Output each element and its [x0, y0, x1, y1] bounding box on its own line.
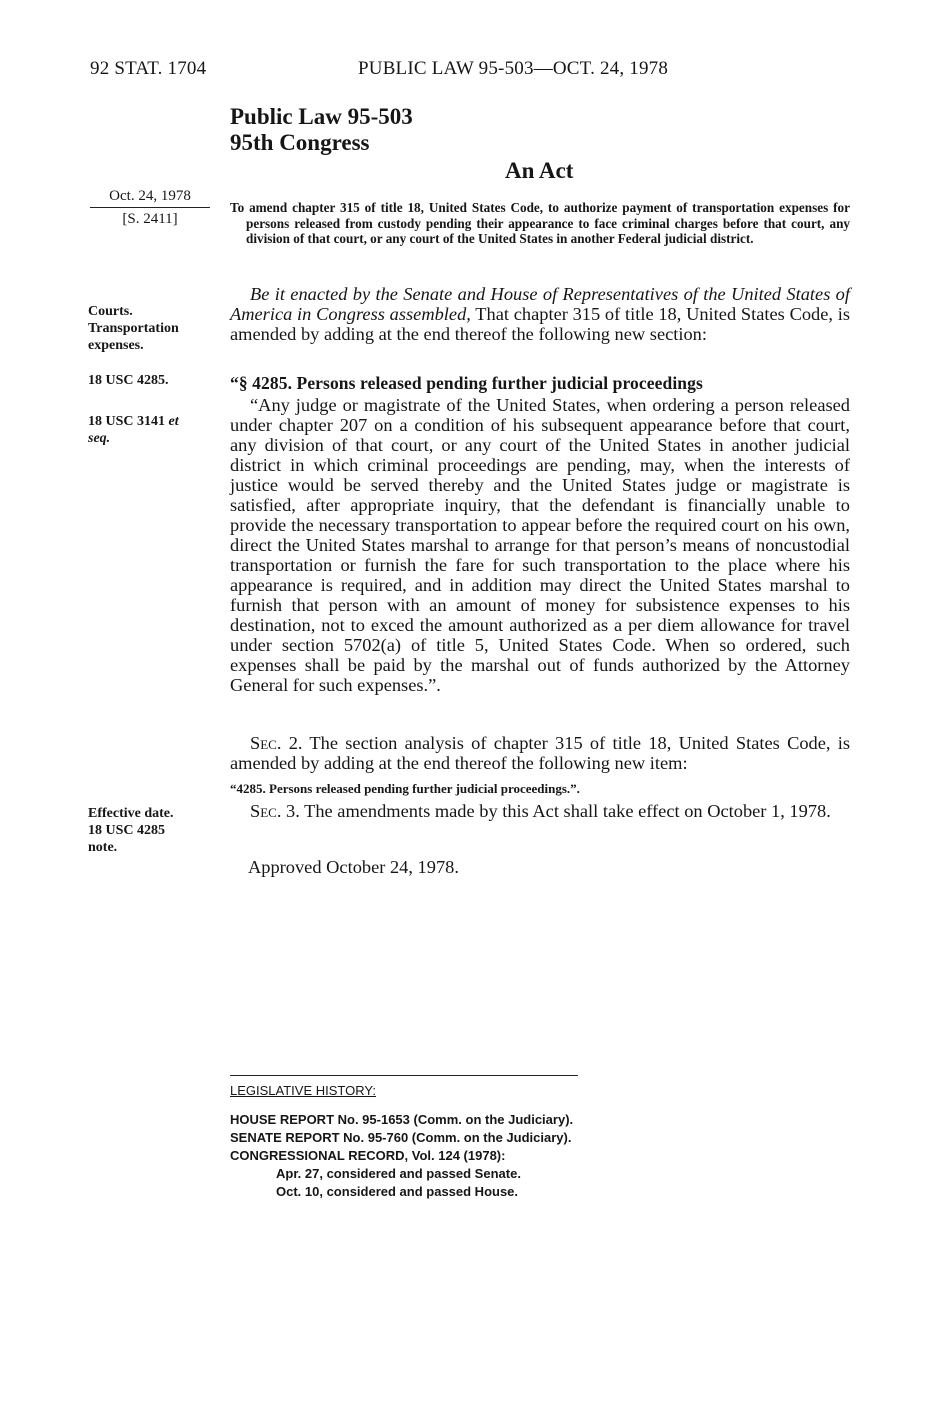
enacting-italic: Be it enacted by the Senate and House of Representatives of the United States of America in Congress assembled,	[230, 284, 850, 324]
senate-report: SENATE REPORT No. 95-760 (Comm. on the Judiciary).	[230, 1130, 572, 1145]
margin-usc-3141-et: et	[168, 414, 179, 429]
sec3-label: Sec. 3.	[250, 801, 300, 821]
margin-note-effective	[88, 805, 174, 856]
enactment-date: Oct. 24, 1978	[90, 188, 210, 208]
approval-date: Approved October 24, 1978.	[248, 857, 459, 877]
page-stat-number: 92 STAT. 1704	[90, 58, 207, 79]
margin-effective-date: Effective date.	[88, 806, 174, 821]
section-body	[230, 395, 850, 695]
section-3	[230, 801, 850, 821]
enacting-rest: That chapter 315 of title 18, United States Code, is amended by adding at the end thereof the following new section:	[230, 304, 850, 344]
divider	[230, 1075, 578, 1076]
margin-usc-3141	[88, 413, 179, 447]
margin-transportation: Transportation	[88, 321, 179, 336]
enacting-clause	[230, 284, 850, 344]
margin-usc-4285-note: 18 USC 4285	[88, 823, 166, 838]
congress-number: 95th Congress	[230, 130, 370, 155]
house-report: HOUSE REPORT No. 95-1653 (Comm. on the Judiciary).	[230, 1112, 574, 1127]
legislative-history-title: LEGISLATIVE HISTORY:	[230, 1083, 376, 1098]
section-heading: “§ 4285. Persons released pending further judicial proceedings	[230, 373, 703, 393]
senate-passage: Apr. 27, considered and passed Senate.	[276, 1166, 521, 1181]
margin-courts: Courts.	[88, 304, 133, 319]
congressional-record: CONGRESSIONAL RECORD, Vol. 124 (1978):	[230, 1148, 506, 1163]
sec2-label: Sec. 2.	[250, 733, 303, 753]
purpose-text: To amend chapter 315 of title 18, United States Code, to authorize payment of transportation expenses for persons released from custody pending their appearance to face criminal charges before that court, any division of that court, or any court of the United States in another Federal judicial district.	[230, 200, 850, 246]
margin-usc-3141-main: 18 USC 3141	[88, 414, 166, 429]
act-purpose	[230, 200, 850, 247]
margin-usc-4285: 18 USC 4285.	[88, 373, 169, 388]
sec3-text: The amendments made by this Act shall take effect on October 1, 1978.	[299, 801, 831, 821]
law-number: Public Law 95-503	[230, 104, 413, 129]
date-box	[90, 188, 210, 228]
section-2	[230, 733, 850, 773]
running-header: PUBLIC LAW 95-503—OCT. 24, 1978	[358, 58, 669, 79]
margin-note-courts	[88, 303, 179, 354]
section-body-text: “Any judge or magistrate of the United States, when ordering a person released under chapter 207 on a condition of his subsequent appearance before that court, any division of that court, or any court of the United States in another judicial district in which criminal proceedings are pending, may, when the interests of justice would be served thereby and the United States judge or magistrate is satisfied, after appropriate inquiry, that the defendant is financially unable to provide the necessary transportation to appear before the required court on his own, direct the United States marshal to arrange for that person’s means of noncustodial transportation or furnish the fare for such transportation to the place where his appearance is required, and in addition may direct the United States marshal to furnish that person with an amount of money for subsistence expenses to his destination, not to exced the amount authorized as a per diem allowance for travel under section 5702(a) of title 5, United States Code. When so ordered, such expenses shall be paid by the marshal out of funds authorized by the Attorney General for such expenses.”.	[230, 395, 850, 695]
margin-usc-3141-seq: seq.	[88, 431, 111, 446]
house-passage: Oct. 10, considered and passed House.	[276, 1184, 519, 1199]
sec2-text: The section analysis of chapter 315 of title 18, United States Code, is amended by adding at the end thereof the following new item:	[230, 733, 851, 773]
bill-number: [S. 2411]	[122, 211, 178, 227]
act-title: An Act	[505, 158, 574, 183]
margin-note-label: note.	[88, 840, 118, 855]
new-item: “4285. Persons released pending further judicial proceedings.”.	[230, 781, 580, 796]
margin-expenses: expenses.	[88, 338, 144, 353]
